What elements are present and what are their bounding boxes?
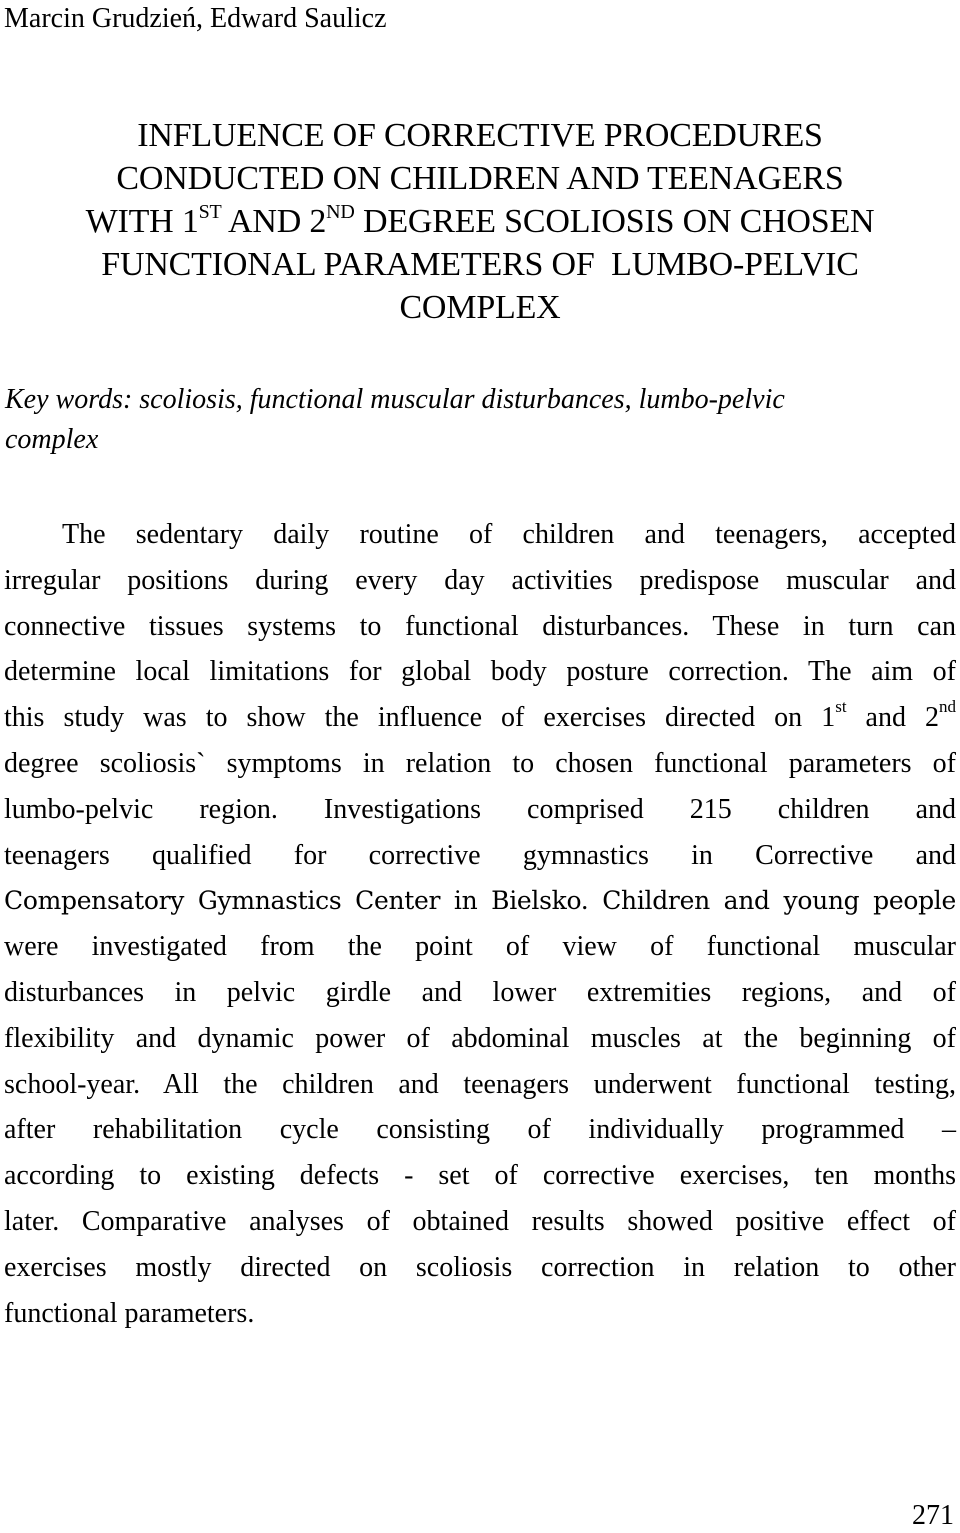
abstract-line: later. Comparative analyses of obtained results showed positive effect of <box>4 1205 956 1237</box>
abstract-line: teenagers qualified for corrective gymnastics in Corrective and <box>4 839 956 871</box>
authors: Marcin Grudzień, Edward Saulicz <box>4 3 387 34</box>
abstract-line: irregular positions during every day activities predispose muscular and <box>4 564 956 596</box>
keywords <box>5 380 945 460</box>
abstract-line: determine local limitations for global body posture correction. The aim of <box>4 656 956 688</box>
title-line: CONDUCTED ON CHILDREN AND TEENAGERS <box>116 160 844 197</box>
title-line: COMPLEX <box>399 289 561 326</box>
abstract-text: and 2 <box>846 702 940 734</box>
abstract-line <box>4 695 956 741</box>
abstract <box>4 512 956 1336</box>
abstract-line: school-year. All the children and teenagers underwent functional testing, <box>4 1068 956 1100</box>
title-line: FUNCTIONAL PARAMETERS OF LUMBO-PELVIC <box>101 246 859 283</box>
title-line <box>0 200 960 243</box>
abstract-line: degree scoliosis` symptoms in relation to chosen functional parameters of <box>4 747 956 779</box>
abstract-line: exercises mostly directed on scoliosis correction in relation to other <box>4 1251 956 1283</box>
title-superscript: ND <box>326 201 355 223</box>
abstract-line: were investigated from the point of view of functional muscular <box>4 931 956 963</box>
abstract-line: The sedentary daily routine of children and teenagers, accepted <box>62 519 956 550</box>
abstract-line: Compensatory Gymnastics Center in Bielsko. Children and young people <box>4 886 956 916</box>
title-line: INFLUENCE OF CORRECTIVE PROCEDURES <box>137 117 823 154</box>
keywords-line: complex <box>5 424 99 455</box>
page-number: 271 <box>912 1500 954 1531</box>
abstract-superscript: st <box>835 697 847 717</box>
abstract-text: this study was to show the influence of exercises directed on 1 <box>4 702 836 734</box>
title-text: AND 2 <box>221 203 327 240</box>
abstract-superscript: nd <box>939 697 957 717</box>
abstract-line: lumbo-pelvic region. Investigations comprised 215 children and <box>4 793 956 825</box>
title-text: WITH 1 <box>85 203 199 240</box>
abstract-line: according to existing defects - set of corrective exercises, ten months <box>4 1160 956 1192</box>
keywords-line: Key words: scoliosis, functional muscular disturbances, lumbo-pelvic <box>5 384 785 415</box>
paper-title <box>0 114 960 329</box>
abstract-line: functional parameters. <box>4 1297 255 1329</box>
abstract-line: after rehabilitation cycle consisting of individually programmed – <box>4 1114 956 1146</box>
abstract-line: disturbances in pelvic girdle and lower extremities regions, and of <box>4 976 956 1008</box>
abstract-line: flexibility and dynamic power of abdominal muscles at the beginning of <box>4 1022 956 1054</box>
abstract-line: connective tissues systems to functional disturbances. These in turn can <box>4 610 956 642</box>
title-superscript: ST <box>198 201 222 223</box>
title-text: DEGREE SCOLIOSIS ON CHOSEN <box>354 203 875 240</box>
